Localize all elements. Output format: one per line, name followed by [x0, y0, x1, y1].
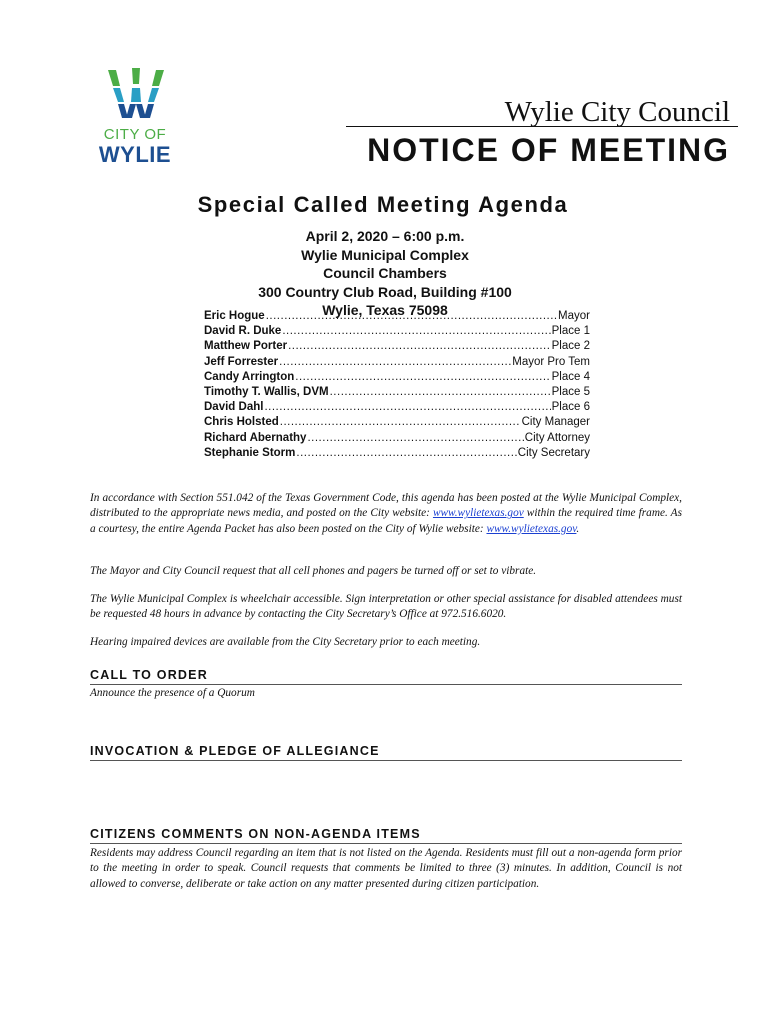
meeting-date-time: April 2, 2020 – 6:00 p.m. [305, 228, 465, 244]
roster-name: Stephanie Storm [204, 446, 296, 459]
citizens-comments-heading: CITIZENS COMMENTS ON NON-AGENDA ITEMS [90, 827, 682, 844]
roster-role: City Secretary [517, 446, 590, 459]
meeting-venue: Wylie Municipal Complex [301, 246, 469, 263]
roster-name: Eric Hogue [204, 310, 265, 322]
roster-row [204, 400, 590, 415]
phones-paragraph: The Mayor and City Council request that all cell phones and pagers be turned off or set to vibrate. [90, 565, 537, 577]
posting-text-1: In accordance with Section 551.042 of the Texas Government Code, this agenda has been posted at the Wylie Municipal Complex, distributed to the appropriate news media, and posted on the City website: [90, 492, 682, 520]
roster-row [204, 446, 590, 461]
roster-name: David Dahl [204, 401, 264, 414]
roster-name: Chris Holsted [204, 416, 279, 429]
accessibility-paragraph: The Wylie Municipal Complex is wheelchair accessible. Sign interpretation or other special assistance for disabled attendees must be requested 48 hours in advance by contacting the City Secretary’s Office at 972.516.6020. [90, 593, 682, 621]
website-link-2[interactable]: www.wylietexas.gov [486, 522, 577, 535]
roster-row [204, 339, 590, 354]
citizens-comments-note: Residents may address Council regarding an item that is not listed on the Agenda. Residents must fill out a non-agenda form prior to the meeting in order to speak. Council requests that comments be limited to three (3) minutes. In addition, Council is not allowed to converse, deliberate or take action on any matter presented during citizen participation. [90, 847, 682, 890]
roster-role: Place 4 [551, 370, 590, 383]
roster-name: Jeff Forrester [204, 355, 279, 368]
header-divider [346, 126, 738, 127]
roster-row [204, 309, 590, 324]
roster-role: Mayor Pro Tem [512, 355, 590, 368]
notice-title: NOTICE OF MEETING [367, 132, 730, 168]
roster-name: Candy Arrington [204, 370, 295, 383]
meeting-city: Wylie, Texas 75098 [322, 302, 448, 319]
roster-role: Mayor [558, 310, 590, 322]
roster-row [204, 415, 590, 430]
roster-role: Place 5 [551, 385, 590, 398]
roster-name: Matthew Porter [204, 340, 288, 353]
roster-name: Timothy T. Wallis, DVM [204, 385, 329, 398]
roster-role: Place 6 [551, 401, 590, 414]
logo-wylie-text: WYLIE [98, 142, 172, 167]
council-title: Wylie City Council [504, 96, 730, 128]
invocation-heading: INVOCATION & PLEDGE OF ALLEGIANCE [90, 744, 682, 761]
call-to-order-note: Announce the presence of a Quorum [90, 687, 255, 699]
roster-row [204, 385, 590, 400]
posting-notice-paragraph [90, 491, 682, 537]
city-logo [96, 64, 176, 168]
roster-name: David R. Duke [204, 325, 282, 338]
hearing-paragraph: Hearing impaired devices are available from the City Secretary prior to each meeting. [90, 636, 481, 648]
roster-row [204, 355, 590, 370]
posting-text-3: . [576, 522, 580, 535]
wylie-w-logo-icon [96, 64, 176, 126]
roster-role: Place 2 [551, 340, 590, 353]
roster-role: Place 1 [551, 325, 590, 338]
council-roster [204, 309, 590, 461]
agenda-title [0, 192, 770, 218]
posting-text-2: within the required time frame. As a courtesy, the entire Agenda Packet has also been posted on the City of Wylie website: [90, 507, 682, 535]
roster-role: City Manager [521, 416, 590, 429]
meeting-info [0, 227, 770, 320]
roster-row [204, 431, 590, 446]
call-to-order-heading: CALL TO ORDER [90, 668, 682, 685]
agenda-title-text: Special Called Meeting Agenda [197, 192, 569, 217]
roster-name: Richard Abernathy [204, 431, 307, 444]
meeting-address: 300 Country Club Road, Building #100 [258, 283, 512, 300]
logo-city-of-text: CITY OF [103, 126, 167, 143]
meeting-room: Council Chambers [323, 265, 447, 282]
website-link[interactable]: www.wylietexas.gov [432, 507, 524, 520]
roster-row [204, 324, 590, 339]
roster-row [204, 370, 590, 385]
roster-role: City Attorney [524, 431, 590, 444]
